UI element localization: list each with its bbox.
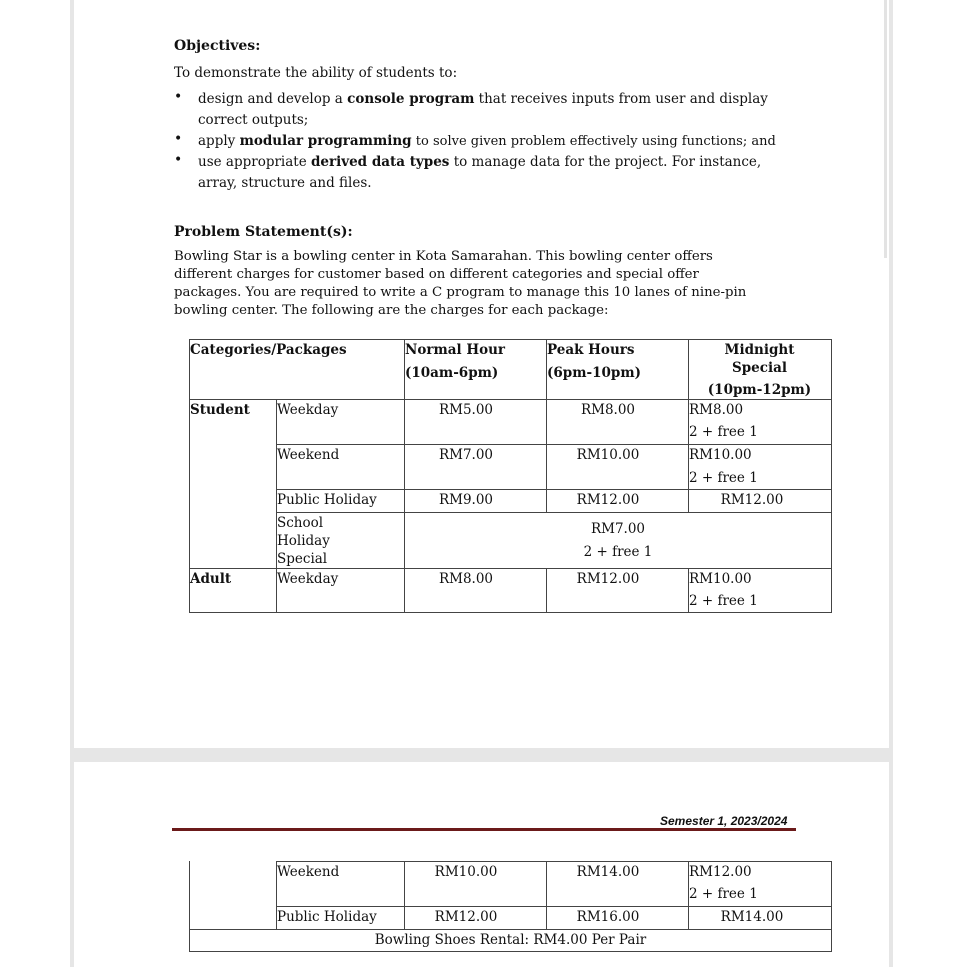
page-break [70, 748, 893, 762]
r5-mid-offer: 2 + free 1 [689, 593, 758, 609]
bullet-1: • [174, 89, 183, 105]
r6-day: Weekend [277, 864, 340, 880]
objective-1 [198, 90, 768, 108]
objective-1-line2: correct outputs; [198, 112, 309, 128]
objectives-intro: To demonstrate the ability of students to: [174, 65, 458, 81]
bullet-3: • [174, 152, 183, 168]
r3-day: Public Holiday [277, 492, 377, 508]
r6-mid-offer: 2 + free 1 [689, 886, 758, 902]
objective-3-post: to manage data for the project. For instance, [449, 154, 762, 170]
r2-day: Weekend [277, 447, 340, 463]
r6-peak: RM14.00 [576, 864, 640, 880]
semester-label: Semester 1, 2023/2024 [660, 814, 788, 828]
problem-line-4: bowling center. The following are the charges for each package: [174, 303, 609, 318]
scrollbar-thumb[interactable] [884, 0, 887, 258]
p2-rule-r7 [189, 929, 832, 930]
right-gutter [889, 0, 893, 967]
bullet-2: • [174, 131, 183, 147]
shoes-rental-footer: Bowling Shoes Rental: RM4.00 Per Pair [374, 932, 647, 948]
r7-mid: RM14.00 [720, 909, 784, 925]
objective-2 [198, 132, 776, 151]
r6-mid: RM12.00 [689, 864, 752, 880]
objective-2-post: to solve given problem effectively using functions; and [411, 134, 776, 149]
r7-normal: RM12.00 [434, 909, 498, 925]
r3-peak: RM12.00 [576, 492, 640, 508]
category-adult: Adult [190, 571, 232, 587]
r3-normal: RM9.00 [438, 492, 494, 508]
r2-peak: RM10.00 [576, 447, 640, 463]
r5-normal: RM8.00 [438, 571, 494, 587]
rule-r2 [276, 489, 832, 490]
r4-day-2: Holiday [277, 533, 330, 549]
r6-normal: RM10.00 [434, 864, 498, 880]
left-gutter [70, 0, 74, 967]
objective-3-line2: array, structure and files. [198, 175, 372, 191]
objective-1-bold: console program [347, 91, 475, 107]
problem-heading: Problem Statement(s): [174, 224, 353, 240]
p2-bottom-rule [189, 951, 832, 952]
header-peak-2: (6pm-10pm) [547, 365, 642, 381]
header-categories: Categories/Packages [190, 342, 347, 358]
objective-3 [198, 153, 761, 171]
objective-2-bold: modular programming [239, 133, 412, 149]
vr-right [831, 339, 832, 612]
objectives-heading: Objectives: [174, 38, 261, 54]
r5-day: Weekday [277, 571, 339, 587]
r4-day-3: Special [277, 551, 328, 567]
r5-mid: RM10.00 [689, 571, 752, 587]
table-header-rule [189, 399, 832, 400]
r1-mid: RM8.00 [689, 402, 744, 418]
r1-day: Weekday [277, 402, 339, 418]
rule-r3 [276, 512, 832, 513]
problem-line-2: different charges for customer based on different categories and special offer [174, 267, 699, 282]
r1-peak: RM8.00 [580, 402, 636, 418]
r4-offer: 2 + free 1 [583, 544, 653, 560]
r4-day-1: School [277, 515, 324, 531]
r7-peak: RM16.00 [576, 909, 640, 925]
r1-normal: RM5.00 [438, 402, 494, 418]
header-normal-2: (10am-6pm) [405, 365, 499, 381]
category-student: Student [190, 402, 250, 418]
table-bottom-rule [189, 612, 832, 613]
header-mid-3: (10pm-12pm) [707, 382, 812, 398]
objective-3-pre: use appropriate [198, 154, 311, 170]
header-normal-1: Normal Hour [405, 342, 506, 358]
p2-rule-r6 [276, 906, 832, 907]
problem-line-1: Bowling Star is a bowling center in Kota Samarahan. This bowling center offers [174, 249, 713, 264]
objective-2-pre: apply [198, 133, 240, 149]
r3-mid: RM12.00 [720, 492, 784, 508]
objective-1-post: that receives inputs from user and display [474, 91, 768, 107]
rule-r4 [189, 568, 832, 569]
r7-day: Public Holiday [277, 909, 377, 925]
header-mid-1: Midnight [724, 342, 795, 358]
header-rule [172, 828, 796, 831]
table-top-rule [189, 339, 832, 340]
p2-top-rule [276, 861, 832, 862]
r5-peak: RM12.00 [576, 571, 640, 587]
objective-3-bold: derived data types [310, 154, 450, 170]
r2-mid-offer: 2 + free 1 [689, 470, 758, 486]
problem-line-3: packages. You are required to write a C program to manage this 10 lanes of nine-pin [174, 285, 747, 300]
header-peak-1: Peak Hours [547, 342, 635, 358]
r4-value: RM7.00 [590, 521, 646, 537]
r1-mid-offer: 2 + free 1 [689, 424, 758, 440]
objective-1-pre: design and develop a [198, 91, 348, 107]
header-mid-2: Special [731, 360, 787, 376]
rule-r1 [276, 444, 832, 445]
r2-normal: RM7.00 [438, 447, 494, 463]
r2-mid: RM10.00 [689, 447, 752, 463]
